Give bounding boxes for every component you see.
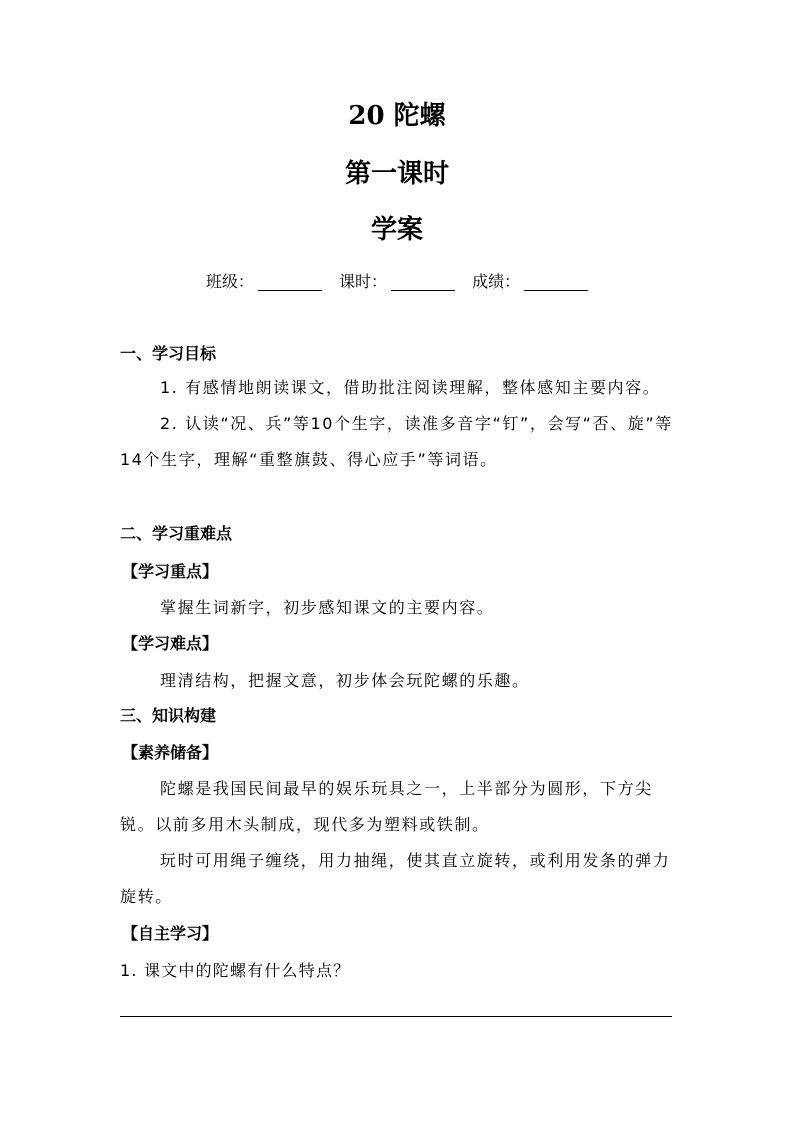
- preparation-paragraph-2: 玩时可用绳子缠绕，用力抽绳，使其直立旋转，或利用发条的弹力旋转。: [120, 851, 671, 906]
- period-field: [339, 270, 455, 294]
- difficulty-label: 【学习难点】: [122, 634, 219, 653]
- section-heading-objectives: 一、学习目标: [120, 344, 217, 363]
- score-blank[interactable]: [524, 274, 588, 291]
- objective-item-2: 2. 认读“况、兵”等10个生字，读准多音字“钉”，会写“否、旋”等14个生字，理解“重整旗鼓、得心应手”等词语。: [120, 414, 673, 469]
- score-field: [472, 270, 588, 294]
- lesson-title: 20 陀螺: [348, 101, 446, 131]
- score-label: 成绩：: [472, 272, 521, 291]
- difficulty-text: 理清结构，把握文意，初步体会玩陀螺的乐趣。: [160, 671, 530, 690]
- section-heading-knowledge: 三、知识构建: [120, 706, 217, 725]
- document-type: 学案: [370, 215, 423, 245]
- class-blank[interactable]: [258, 274, 322, 291]
- preparation-label: 【素养储备】: [122, 743, 219, 762]
- section-heading-key-points: 二、学习重难点: [120, 524, 233, 543]
- objective-item-1: 1. 有感情地朗读课文，借助批注阅读理解，整体感知主要内容。: [160, 378, 661, 397]
- period-blank[interactable]: [391, 274, 455, 291]
- student-info-line: [0, 270, 794, 294]
- class-field: [206, 270, 322, 294]
- answer-line[interactable]: [120, 1016, 672, 1017]
- question-1: 1. 课文中的陀螺有什么特点？: [120, 961, 351, 980]
- period-label: 课时：: [338, 272, 387, 291]
- key-point-label: 【学习重点】: [122, 562, 219, 581]
- key-point-text: 掌握生词新字，初步感知课文的主要内容。: [160, 598, 495, 617]
- class-label: 班级：: [205, 272, 254, 291]
- lesson-subtitle: 第一课时: [344, 159, 449, 189]
- self-study-label: 【自主学习】: [122, 924, 219, 943]
- preparation-paragraph-1: 陀螺是我国民间最早的娱乐玩具之一，上半部分为圆形，下方尖锐。以前多用木头制成，现代多为塑料或铁制。: [120, 779, 653, 834]
